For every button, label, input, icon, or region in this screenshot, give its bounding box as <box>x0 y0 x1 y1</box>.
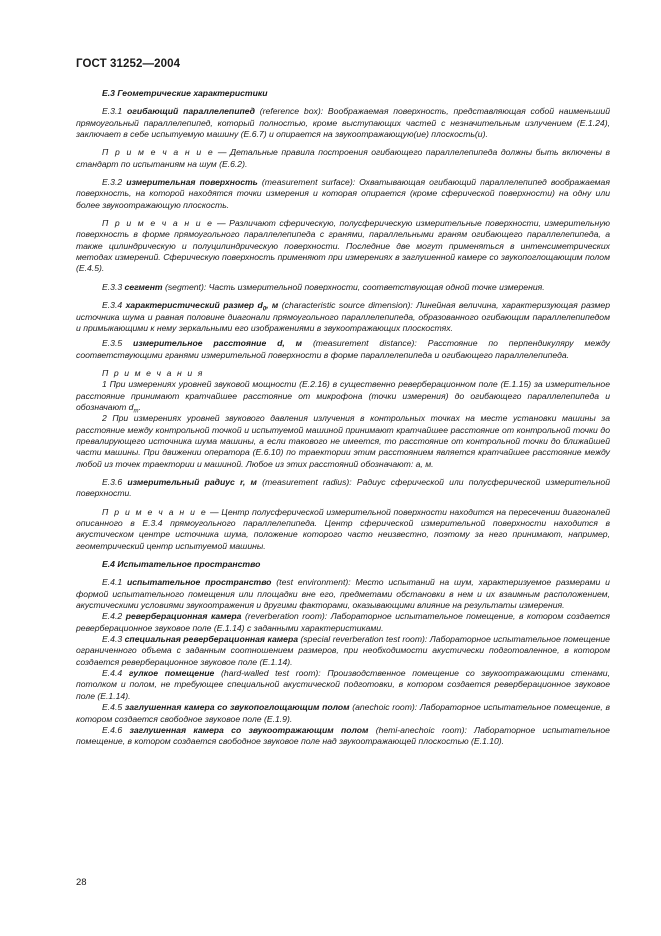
clause-e3-4 <box>76 300 610 334</box>
clause-term: измерительная поверхность <box>126 177 258 188</box>
clause-e4-6 <box>76 725 610 748</box>
page-number: 28 <box>76 877 87 888</box>
clause-e4-1 <box>76 577 610 611</box>
clause-term: испытательное пространство <box>126 577 272 588</box>
clause-text: (hemi-anechoic room): Лабораторное испытательное помещение, в котором создается свободное звуковое поле над звукоотражающей плоскостью (Е.1.10). <box>76 724 610 747</box>
term-main: характеристический размер d <box>125 300 263 311</box>
note-e3-2 <box>76 218 610 275</box>
clause-term: измерительный радиус r, м <box>127 476 257 487</box>
clause-text: (special reverberation test room): Лабораторное испытательное помещение ограниченного объема с заданным соотношением размеров, при необходимости акустически подготовленное, в котором создается реверберационное звуковое поле (Е.1.14). <box>76 634 610 667</box>
clause-text: (measurement surface): Охватывающая огибающий параллелепипед воображаемая поверхность, на которой находятся точки измерения и которая опирается (кроме сферической поверхности) на одну или более звукоотражающую плоскость. <box>76 177 610 210</box>
clause-number: Е.3.4 <box>102 300 123 311</box>
clause-text: (hard-walled test room): Производственное помещение со звукоотражающими стенами, потолком и полом, не требующее специальной акустической подготовки, в котором создается реверберационное звуковое поле (Е.1.14). <box>76 668 610 701</box>
clause-number: Е.4.4 <box>102 668 123 679</box>
section-title-e4: Е.4 Испытательное пространство <box>102 559 261 570</box>
note-label: П р и м е ч а н и е <box>102 218 214 229</box>
note-text: — Различают сферическую, полусферическую измерительные поверхности, измерительную поверхность в форме прямоугольного параллелепипеда с гранями, параллельными граням огибающего параллелепипеда, а также цилиндрическую и полуцилиндрическую поверхности. Последние две могут применяться в интенсиметрических методах измерений. Сферическую поверхность применяют при измерениях в заглушенной камере со звукопоглощающим полом (Е.4.5). <box>76 218 610 274</box>
clause-number: Е.4.6 <box>102 724 123 735</box>
clause-e3-6 <box>76 477 610 500</box>
clause-number: Е.4.2 <box>102 611 123 622</box>
clause-number: Е.4.1 <box>102 577 123 588</box>
clause-number: Е.4.5 <box>102 702 123 713</box>
note-label: П р и м е ч а н и е <box>102 147 215 158</box>
clause-e4-4 <box>76 668 610 702</box>
clause-term: специальная реверберационная камера <box>124 634 299 645</box>
clause-e4-5 <box>76 702 610 725</box>
clause-term <box>125 300 279 313</box>
clause-term: сегмент <box>124 281 163 292</box>
clause-term: реверберационная камера <box>125 611 242 622</box>
standard-header: ГОСТ 31252—2004 <box>76 58 181 70</box>
term-subscript: 0 <box>262 306 267 313</box>
notes-label <box>76 368 610 379</box>
clause-e3-1 <box>76 106 610 140</box>
note-item-1 <box>76 379 610 413</box>
clause-number: Е.3.3 <box>102 281 123 292</box>
clause-term: огибающий параллелепипед <box>126 106 255 117</box>
clause-number: Е.3.2 <box>102 177 123 188</box>
note-text: — Детальные правила построения огибающего параллелепипеда должны быть включены в стандарт по испытаниям на шум (Е.6.2). <box>76 147 610 169</box>
term-unit: , м <box>266 300 279 311</box>
note-e3-1 <box>76 147 610 170</box>
clause-e4-2 <box>76 611 610 634</box>
clause-e3-3 <box>76 282 610 293</box>
clause-number: Е.4.3 <box>102 634 123 645</box>
clause-text: (reverberation room): Лабораторное испытательное помещение, в котором создается реверберационное звуковое поле (Е.1.14) с заданными характеристиками. <box>76 611 610 633</box>
clause-text: (measurement radius): Радиус сферической или полусферической измерительной поверхности. <box>76 476 610 499</box>
clause-text: (segment): Часть измерительной поверхности, соответствующая одной точке измерения. <box>165 281 545 292</box>
clause-number: Е.3.6 <box>102 476 123 487</box>
clause-term: гулкое помещение <box>128 668 215 679</box>
document-body <box>76 88 610 748</box>
clause-number: Е.3.1 <box>102 106 123 117</box>
note-text: 1 При измерениях уровней звуковой мощности (Е.2.16) в существенно реверберационном поле (Е.1.15) за измерительное расстояние принимают кратчайшее расстояние от микрофона (точки измерения) до огибающего параллелепипеда и обозначают d <box>76 379 610 412</box>
notes-heading: П р и м е ч а н и я <box>102 367 204 378</box>
clause-text: (measurement distance): Расстояние по перпендикуляру между соответствующими гранями измерительной поверхности в форме параллелепипеда и огибающего параллелепипеда. <box>76 338 610 360</box>
clause-text: (anechoic room): Лабораторное испытательное помещение, в котором создается свободное звуковое поле (Е.1.9). <box>76 702 610 724</box>
clause-e3-5 <box>76 338 610 361</box>
note-label: П р и м е ч а н и е <box>102 506 208 517</box>
clause-e4-3 <box>76 634 610 668</box>
note-end: . <box>138 401 141 412</box>
note-e3-3 <box>76 507 610 552</box>
note-item-2: 2 При измерениях уровней звукового давления излучения в контрольных точках на месте установки машины за расстояние между контрольной точкой и испытуемой машиной принимают кратчайшее расстояние от контрольной точки до превалирующего источника шума машины, а если такового не имеется, то расстояние от контрольной точки до ближайшей части машины. При движении оператора (Е.6.10) по траектории этим расстоянием является кратчайшее расстояние между любой из точек траектории и машиной. Любое из этих расстояний обозначают: a, м. <box>76 413 610 469</box>
clause-e3-2 <box>76 177 610 211</box>
clause-term: заглушенная камера со звукоотражающим полом <box>129 724 369 735</box>
clause-text: (characteristic source dimension): Линейная величина, характеризующая размер источника шума и равная половине диагонали прямоугольного параллелепипеда, образованного огибающим параллелепипедом и примыкающими к нему зеркальными его изображениями в звукоотражающих плоскостях. <box>76 300 610 333</box>
section-title-e3: Е.3 Геометрические характеристики <box>102 88 268 98</box>
note-subscript: m <box>133 408 139 415</box>
clause-text: (reference box): Воображаемая поверхность, представляющая собой наименьший прямоугольный параллелепипед, который полностью, кроме выступающих частей с незначительным излучением (Е.1.24), заключает в себе испытуемую машину (Е.6.7) и опирается на звукоотражающую(ие) плоскость(и). <box>76 106 611 140</box>
clause-number: Е.3.5 <box>102 338 123 349</box>
note-text: — Центр полусферической измерительной поверхности находится на пересечении диагоналей описанного в Е.3.4 прямоугольного параллелепипеда. Центр сферической измерительной поверхности находится в акустическом центре источника шума, положение которого часто неизвестно, поэтому за него принимают, например, геометрический центр испытуемой машины. <box>76 506 611 551</box>
clause-term: измерительное расстояние d, м <box>133 338 303 349</box>
clause-text: (test environment): Место испытаний на шум, характеризуемое размерами и формой испытательного помещения или площадки вне его, предметами обстановки в нем и их взаимным расположением, акустическими условиями звукоотражения и другими факторами, оказывающими влияние на результаты измерения. <box>76 577 610 611</box>
clause-term: заглушенная камера со звукопоглощающим полом <box>124 702 350 713</box>
